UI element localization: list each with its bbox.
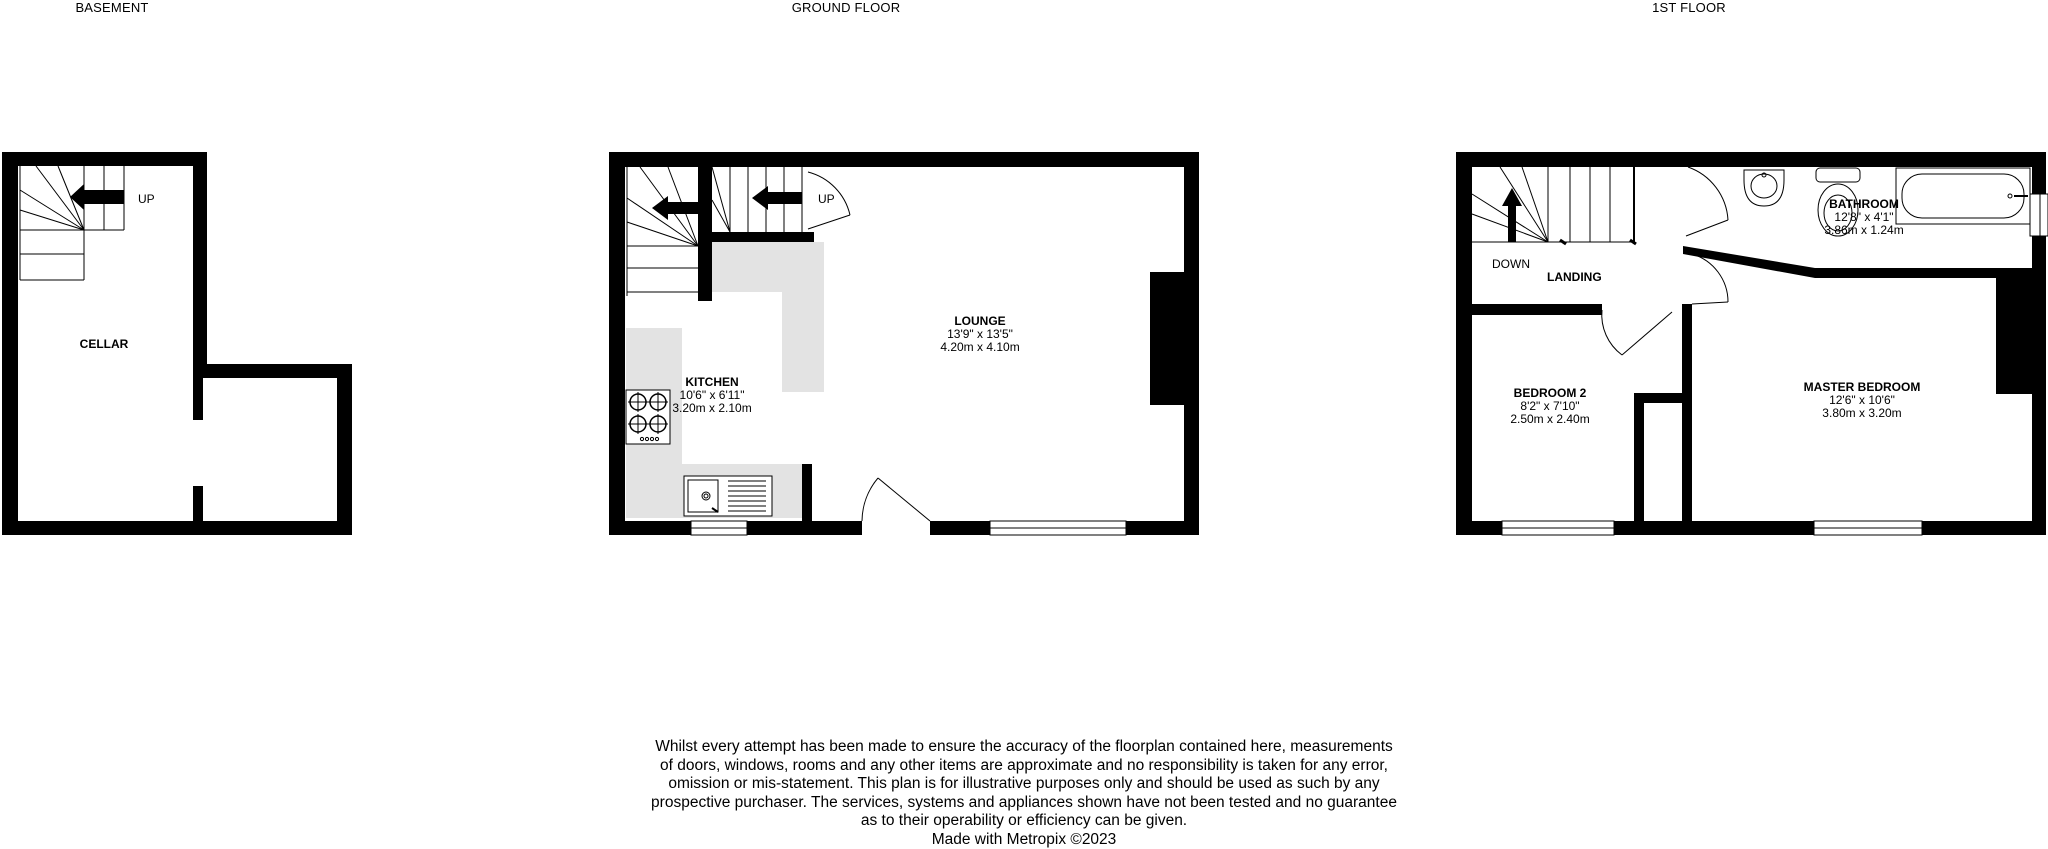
front-door-swing bbox=[862, 478, 878, 521]
disclaimer-line: of doors, windows, rooms and any other items are approximate and no responsibility is taken for any error, bbox=[624, 757, 1424, 776]
first-down-label: DOWN bbox=[1492, 257, 1530, 271]
basement-stairs bbox=[20, 166, 124, 280]
room-name: BEDROOM 2 bbox=[1510, 387, 1589, 400]
bath-icon bbox=[1896, 168, 2030, 224]
hob-icon bbox=[626, 390, 670, 444]
ground-stair-arrow-left-icon bbox=[652, 196, 698, 220]
room-bathroom bbox=[1824, 198, 1903, 237]
basement-plan bbox=[2, 152, 352, 535]
floor-title-basement: BASEMENT bbox=[75, 0, 148, 15]
bathroom-door-swing bbox=[1688, 167, 1728, 220]
room-name: MASTER BEDROOM bbox=[1804, 381, 1921, 394]
room-landing: LANDING bbox=[1547, 270, 1602, 284]
ground-up-label: UP bbox=[818, 192, 835, 206]
room-lounge bbox=[940, 315, 1019, 354]
ground-floor-plan bbox=[609, 152, 1199, 535]
ground-stair-arrow-right-icon bbox=[752, 186, 802, 210]
credit-line: Made with Metropix ©2023 bbox=[624, 831, 1424, 849]
room-imperial: 10'6" x 6'11" bbox=[672, 389, 751, 402]
room-master-bedroom bbox=[1804, 381, 1921, 420]
room-metric: 3.86m x 1.24m bbox=[1824, 224, 1903, 237]
master-door-swing bbox=[1692, 254, 1728, 302]
room-imperial: 8'2" x 7'10" bbox=[1510, 400, 1589, 413]
room-name: KITCHEN bbox=[672, 376, 751, 389]
disclaimer-line: omission or mis-statement. This plan is for illustrative purposes only and should be used as such by any bbox=[624, 775, 1424, 794]
room-imperial: 12'8" x 4'1" bbox=[1824, 211, 1903, 224]
room-name: BATHROOM bbox=[1824, 198, 1903, 211]
first-floor-plan bbox=[1456, 152, 2048, 535]
room-kitchen bbox=[672, 376, 751, 415]
room-metric: 2.50m x 2.40m bbox=[1510, 413, 1589, 426]
basin-icon bbox=[1744, 170, 1784, 206]
room-metric: 3.80m x 3.20m bbox=[1804, 407, 1921, 420]
room-imperial: 13'9" x 13'5" bbox=[940, 328, 1019, 341]
disclaimer-line: as to their operability or efficiency can be given. bbox=[624, 812, 1424, 831]
sink-icon bbox=[684, 476, 772, 516]
room-metric: 4.20m x 4.10m bbox=[940, 341, 1019, 354]
basement-up-label: UP bbox=[138, 192, 155, 206]
room-cellar bbox=[80, 338, 129, 351]
bedroom2-door-swing bbox=[1602, 310, 1622, 355]
room-metric: 3.20m x 2.10m bbox=[672, 402, 751, 415]
basement-stair-arrow-icon bbox=[70, 184, 124, 210]
room-bedroom-2 bbox=[1510, 387, 1589, 426]
first-floor-stairs bbox=[1472, 167, 1636, 244]
room-imperial: 12'6" x 10'6" bbox=[1804, 394, 1921, 407]
floor-title-first: 1ST FLOOR bbox=[1652, 0, 1726, 15]
room-name: LOUNGE bbox=[940, 315, 1019, 328]
disclaimer bbox=[624, 738, 1424, 849]
disclaimer-line: prospective purchaser. The services, systems and appliances shown have not been tested and no guarantee bbox=[624, 794, 1424, 813]
floor-title-ground: GROUND FLOOR bbox=[792, 0, 901, 15]
disclaimer-line: Whilst every attempt has been made to ensure the accuracy of the floorplan contained here, measurements bbox=[624, 738, 1424, 757]
room-name: CELLAR bbox=[80, 338, 129, 351]
